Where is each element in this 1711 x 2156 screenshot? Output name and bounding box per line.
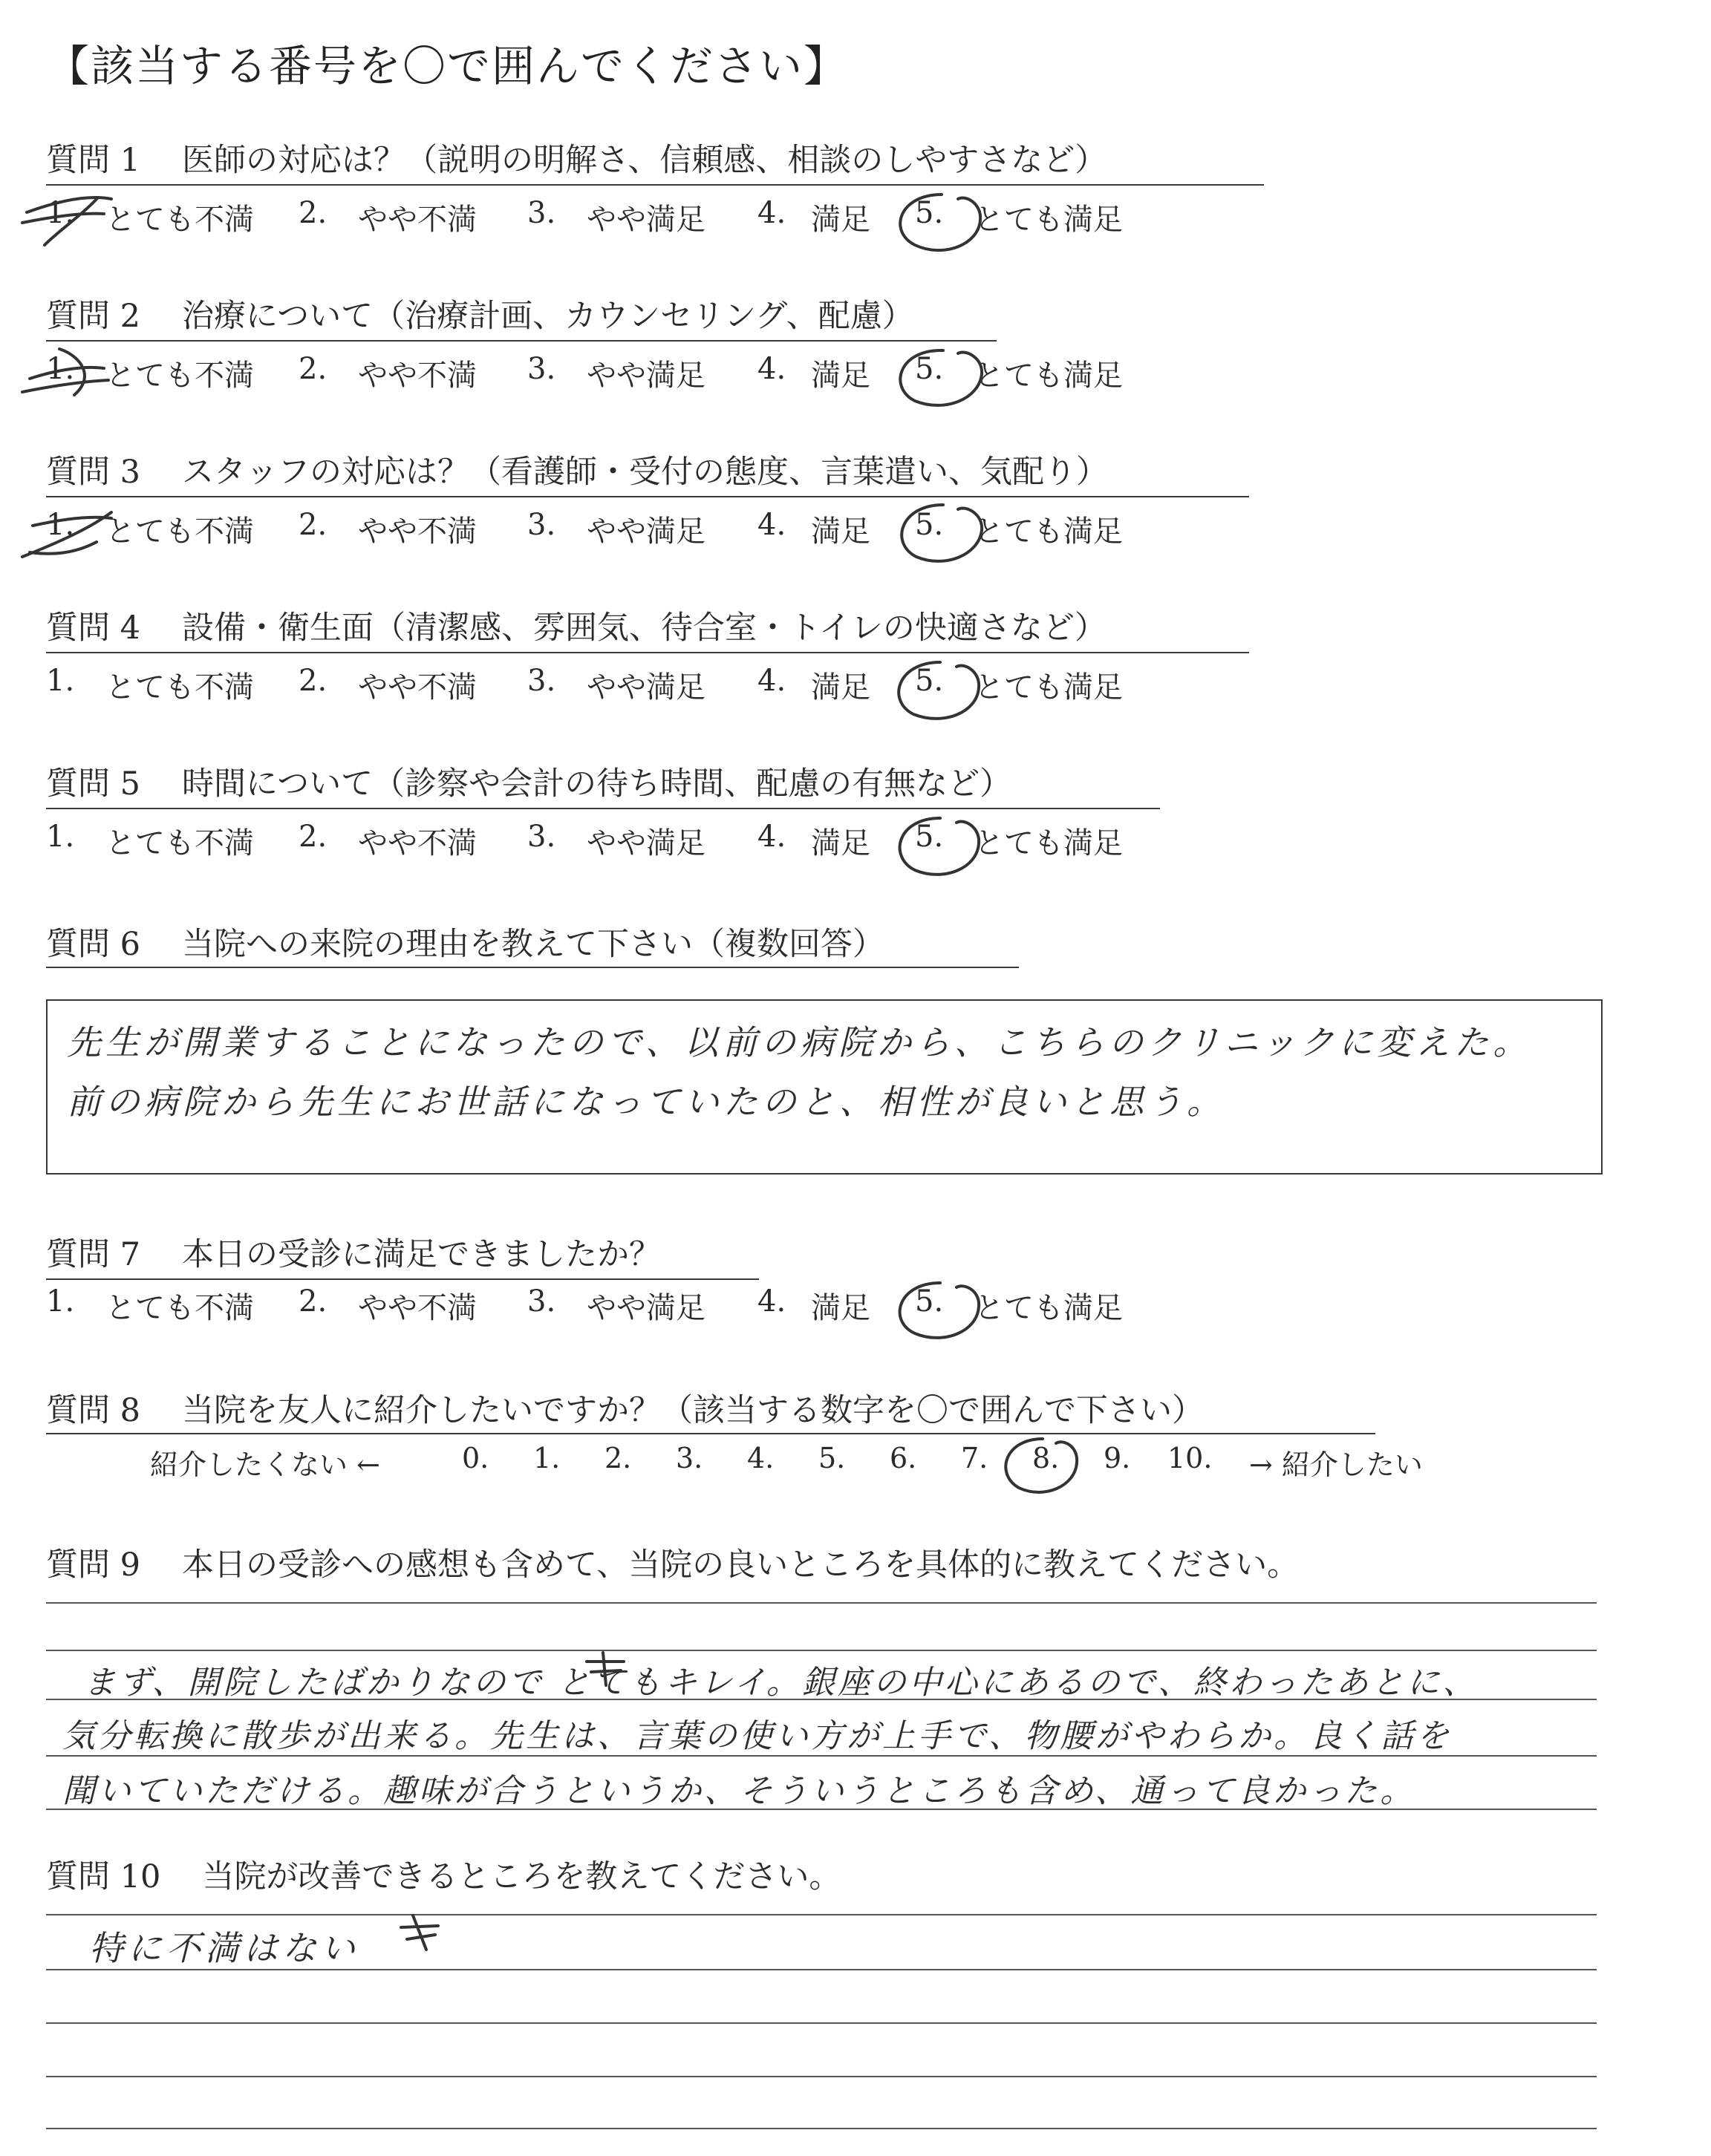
option-3-num[interactable]: 3.: [527, 664, 556, 698]
question-10-rule-5: [46, 2128, 1597, 2129]
scale-6[interactable]: 6.: [890, 1442, 917, 1474]
option-1-label[interactable]: とても不満: [105, 670, 254, 705]
question-10-number: 質問 10: [46, 1858, 161, 1895]
option-2-label[interactable]: やや不満: [358, 203, 477, 237]
option-2-label[interactable]: やや不満: [358, 1291, 477, 1325]
question-6-number: 質問 6: [46, 926, 141, 963]
option-4-label[interactable]: 満足: [811, 1291, 870, 1325]
question-5-number: 質問 5: [46, 765, 141, 803]
question-1-title: [46, 135, 1107, 180]
question-3-underline: [46, 496, 1249, 497]
question-4-underline: [46, 652, 1249, 653]
option-4-label[interactable]: 満足: [811, 826, 870, 860]
question-6-answer-line-2: 前の病院から先生にお世話になっていたのと、相性が良いと思う。: [67, 1082, 1225, 1122]
question-2-text: 治療について（治療計画、カウンセリング、配慮）: [182, 298, 914, 335]
q10-scribble: [401, 1915, 438, 1950]
question-9-answer-line-3: 聞いていただける。趣味が合うというか、そういうところも含め、通って良かった。: [62, 1772, 1416, 1810]
option-2-label[interactable]: やや不満: [358, 826, 477, 860]
question-8-title: [46, 1385, 1204, 1431]
scale-5[interactable]: 5.: [818, 1442, 846, 1474]
question-2-number: 質問 2: [46, 298, 141, 335]
option-4-num[interactable]: 4.: [757, 820, 786, 854]
question-1-options[interactable]: [46, 196, 1234, 238]
option-1-num[interactable]: 1.: [46, 664, 75, 698]
option-3-num[interactable]: 3.: [527, 508, 556, 542]
question-8-text: 当院を友人に紹介したいですか？（該当する数字を〇で囲んで下さい）: [182, 1392, 1205, 1429]
option-3-num[interactable]: 3.: [527, 820, 556, 854]
question-6-text: 当院への来院の理由を教えて下さい（複数回答）: [182, 926, 885, 963]
option-4-num[interactable]: 4.: [757, 508, 786, 542]
option-3-num[interactable]: 3.: [527, 352, 556, 386]
option-2-num[interactable]: 2.: [299, 352, 327, 386]
option-4-label[interactable]: 満足: [811, 359, 870, 393]
question-2-underline: [46, 340, 997, 342]
option-1-label[interactable]: とても不満: [105, 1291, 254, 1325]
option-3-num[interactable]: 3.: [527, 1284, 556, 1319]
scale-left-label: 紹介したくない ←: [150, 1448, 380, 1481]
option-4-label[interactable]: 満足: [811, 514, 870, 549]
question-4-options[interactable]: [46, 664, 1234, 705]
option-1-num[interactable]: 1.: [46, 820, 75, 854]
question-10-rule-1: [46, 1914, 1597, 1915]
question-2-options[interactable]: [46, 352, 1234, 393]
option-3-label[interactable]: やや満足: [587, 1291, 705, 1325]
option-5-label[interactable]: とても満足: [974, 1291, 1123, 1325]
question-7-text: 本日の受診に満足できましたか？: [182, 1236, 662, 1273]
question-4-title: [46, 603, 1107, 648]
question-6-title: [46, 919, 884, 964]
question-5-text: 時間について（診察や会計の待ち時間、配慮の有無など）: [182, 765, 1012, 803]
question-10-rule-4: [46, 2076, 1597, 2077]
question-10-title: [46, 1852, 841, 1897]
question-1-number: 質問 1: [46, 142, 141, 179]
option-4-label[interactable]: 満足: [811, 203, 870, 237]
question-10-rule-3: [46, 2022, 1597, 2024]
option-5-label[interactable]: とても満足: [974, 670, 1123, 705]
option-2-label[interactable]: やや不満: [358, 359, 477, 393]
option-4-num[interactable]: 4.: [757, 664, 786, 698]
option-1-label[interactable]: とても不満: [105, 203, 254, 237]
question-7-number: 質問 7: [46, 1236, 141, 1273]
option-2-num[interactable]: 2.: [299, 508, 327, 542]
question-7-options[interactable]: [46, 1284, 1234, 1326]
question-3-number: 質問 3: [46, 454, 141, 491]
option-4-num[interactable]: 4.: [757, 1284, 786, 1319]
scale-4[interactable]: 4.: [747, 1442, 775, 1474]
scale-10[interactable]: 10.: [1167, 1442, 1213, 1474]
option-1-num[interactable]: 1.: [46, 352, 75, 386]
option-5-label[interactable]: とても満足: [974, 826, 1123, 860]
scale-0[interactable]: 0.: [462, 1442, 489, 1474]
question-5-underline: [46, 808, 1160, 809]
question-9-text: 本日の受診への感想も含めて、当院の良いところを具体的に教えてください。: [182, 1546, 1300, 1584]
question-4-text: 設備・衛生面（清潔感、雰囲気、待合室・トイレの快適さなど）: [182, 610, 1107, 647]
scale-8[interactable]: 8.: [1032, 1442, 1060, 1474]
option-5-num[interactable]: 5.: [915, 664, 944, 698]
question-5-options[interactable]: [46, 820, 1234, 861]
question-6-answer-line-1: 先生が開業することになったので、以前の病院から、こちらのクリニックに変えた。: [67, 1022, 1532, 1062]
option-1-label[interactable]: とても不満: [105, 514, 254, 549]
option-2-num[interactable]: 2.: [299, 196, 327, 230]
question-9-answer-line-2: 気分転換に散歩が出来る。先生は、言葉の使い方が上手で、物腰がやわらか。良く話を: [62, 1717, 1453, 1755]
option-3-label[interactable]: やや満足: [587, 826, 705, 860]
option-1-label[interactable]: とても不満: [105, 359, 254, 393]
scale-1[interactable]: 1.: [533, 1442, 561, 1474]
question-9-title: [46, 1540, 1299, 1585]
option-3-num[interactable]: 3.: [527, 196, 556, 230]
option-4-num[interactable]: 4.: [757, 196, 786, 230]
question-7-underline: [46, 1278, 759, 1280]
question-3-options[interactable]: [46, 508, 1234, 549]
option-2-label[interactable]: やや不満: [358, 670, 477, 705]
scale-right-label: → 紹介したい: [1249, 1448, 1423, 1481]
option-2-label[interactable]: やや不満: [358, 514, 477, 549]
question-5-title: [46, 759, 1011, 804]
option-2-num[interactable]: 2.: [299, 664, 327, 698]
question-8-underline: [46, 1433, 1375, 1434]
question-9-answer-line-1: まず、開院したばかりなので とてもキレイ。銀座の中心にあるので、終わったあとに、: [83, 1664, 1479, 1702]
question-10-answer-line-1: 特に不満はない: [89, 1928, 359, 1968]
question-3-text: スタッフの対応は？（看護師・受付の態度、言葉遣い、気配り）: [182, 454, 1109, 491]
option-4-num[interactable]: 4.: [757, 352, 786, 386]
option-3-label[interactable]: やや満足: [587, 670, 705, 705]
option-2-num[interactable]: 2.: [299, 1284, 327, 1319]
question-9-rule-1: [46, 1602, 1597, 1604]
question-8-scale[interactable]: [46, 1442, 1531, 1483]
option-5-label[interactable]: とても満足: [974, 359, 1123, 393]
question-4-number: 質問 4: [46, 610, 141, 647]
option-5-num[interactable]: 5.: [915, 196, 944, 230]
question-9-number: 質問 9: [46, 1546, 141, 1584]
question-6-answer-box[interactable]: [46, 999, 1603, 1175]
option-5-num[interactable]: 5.: [915, 352, 944, 386]
option-4-label[interactable]: 満足: [811, 670, 870, 705]
question-2-title: [46, 291, 914, 336]
option-5-num[interactable]: 5.: [915, 820, 944, 854]
option-1-label[interactable]: とても不満: [105, 826, 254, 860]
scale-3[interactable]: 3.: [676, 1442, 703, 1474]
option-5-num[interactable]: 5.: [915, 508, 944, 542]
question-10-text: 当院が改善できるところを教えてください。: [202, 1858, 841, 1895]
question-3-title: [46, 447, 1108, 492]
option-5-label[interactable]: とても満足: [974, 203, 1123, 237]
scale-7[interactable]: 7.: [961, 1442, 988, 1474]
question-8-number: 質問 8: [46, 1392, 141, 1429]
option-5-num[interactable]: 5.: [915, 1284, 944, 1319]
option-5-label[interactable]: とても満足: [974, 514, 1123, 549]
question-7-title: [46, 1229, 661, 1275]
option-1-num[interactable]: 1.: [46, 1284, 75, 1319]
option-3-label[interactable]: やや満足: [587, 514, 705, 549]
question-9-rule-2: [46, 1650, 1597, 1651]
option-3-label[interactable]: やや満足: [587, 359, 705, 393]
option-3-label[interactable]: やや満足: [587, 203, 705, 237]
option-1-num[interactable]: 1.: [46, 508, 75, 542]
question-6-underline: [46, 967, 1019, 968]
question-1-text: 医師の対応は？（説明の明解さ、信頼感、相談のしやすさなど）: [182, 142, 1107, 179]
scale-9[interactable]: 9.: [1104, 1442, 1131, 1474]
scale-2[interactable]: 2.: [604, 1442, 632, 1474]
question-1-underline: [46, 184, 1264, 186]
option-1-num[interactable]: 1.: [46, 196, 75, 230]
option-2-num[interactable]: 2.: [299, 820, 327, 854]
page-title: 【該当する番号を〇で囲んでください】: [46, 41, 849, 91]
